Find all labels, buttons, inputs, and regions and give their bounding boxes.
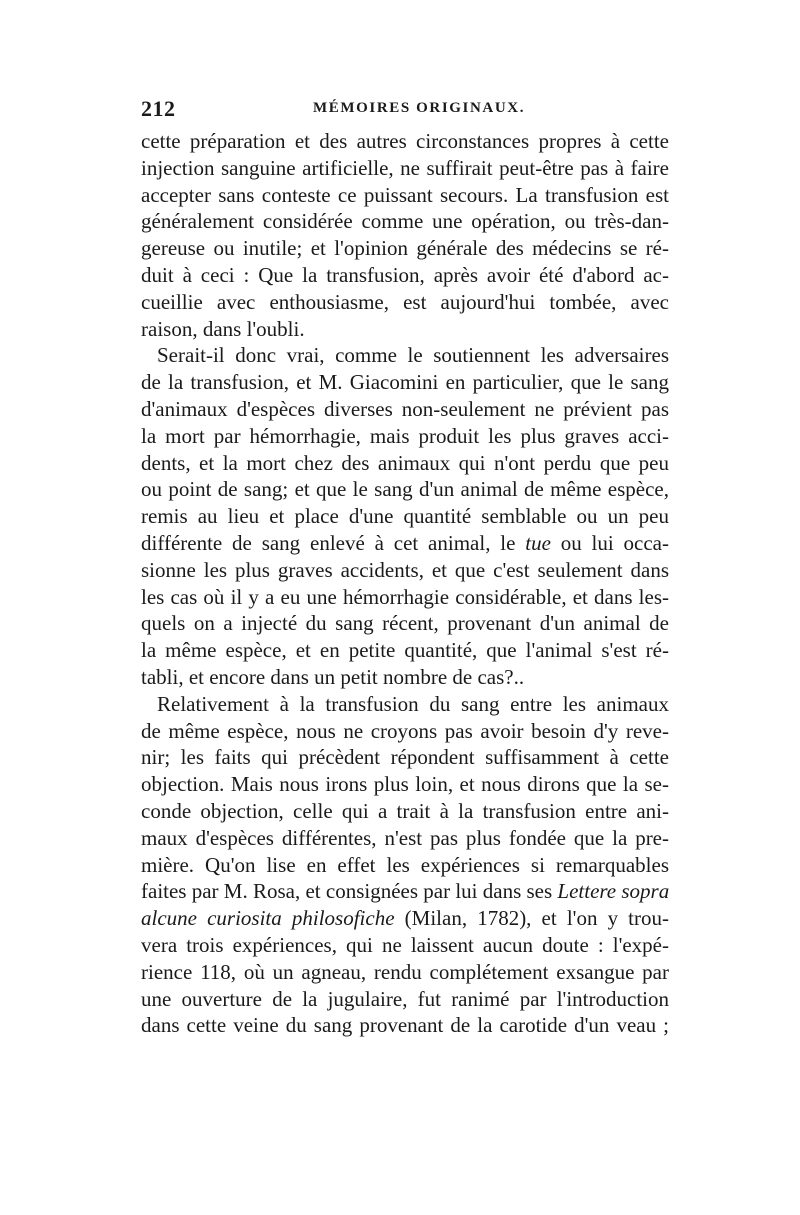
text-line: duit à ceci : Que la transfusion, après avoir été d'abord ac-	[141, 262, 669, 287]
text-line: ou point de sang; et que le sang d'un animal de même espèce,	[141, 477, 669, 502]
text-line: la mort par hémorrhagie, mais produit les plus graves acci-	[141, 423, 669, 448]
text-line: cueillie avec enthousiasme, est aujourd'hui tombée, avec	[141, 289, 669, 314]
text-line: cette préparation et des autres circonstances propres à cette	[141, 129, 669, 153]
text-line: gereuse ou inutile; et l'opinion générale des médecins se ré-	[141, 236, 669, 261]
italic-title: alcune curiosita philosofiche	[141, 906, 395, 931]
text-line: de même espèce, nous ne croyons pas avoir besoin d'y reve-	[141, 718, 669, 743]
text-segment: (Milan, 1782), et l'on y trou-	[394, 906, 670, 931]
text-line: vera trois expériences, qui ne laissent aucun doute : l'expé-	[141, 932, 669, 957]
text-line: une ouverture de la jugulaire, fut ranimé par l'introduction	[141, 986, 669, 1011]
text-line: rience 118, où un agneau, rendu complétement exsangue par	[141, 959, 669, 984]
text-line: accepter sans conteste ce puissant secours. La transfusion est	[141, 182, 669, 207]
text-line: les cas où il y a eu une hémorrhagie considérable, et dans les-	[141, 584, 669, 609]
text-line: raison, dans l'oubli.	[141, 316, 305, 341]
text-line: objection. Mais nous irons plus loin, et nous dirons que la se-	[141, 772, 669, 797]
italic-title: Lettere sopra	[557, 879, 670, 904]
text-line: de la transfusion, et M. Giacomini en particulier, que le sang	[141, 370, 669, 395]
text-segment: différente de sang enlevé à cet animal, le	[141, 530, 526, 555]
text-line: dents, et la mort chez des animaux qui n'ont perdu que peu	[141, 450, 669, 475]
text-line: tabli, et encore dans un petit nombre de cas?..	[141, 664, 525, 689]
text-line	[141, 878, 669, 905]
text-line: dans cette veine du sang provenant de la carotide d'un veau ;	[141, 1013, 669, 1038]
running-title: MÉMOIRES ORIGINAUX.	[313, 100, 526, 116]
text-line: d'animaux d'espèces diverses non-seulement ne prévient pas	[141, 396, 669, 421]
text-line: mière. Qu'on lise en effet les expériences si remarquables	[141, 852, 669, 877]
text-line: la même espèce, et en petite quantité, que l'animal s'est ré-	[141, 638, 669, 663]
text-line: Serait-il donc vrai, comme le soutiennent les adversaires	[157, 343, 669, 368]
text-line: injection sanguine artificielle, ne suffirait peut-être pas à faire	[141, 155, 669, 180]
body-text	[141, 128, 669, 1039]
text-line: Relativement à la transfusion du sang entre les animaux	[157, 691, 669, 716]
text-line	[141, 905, 669, 932]
text-line: conde objection, celle qui a trait à la transfusion entre ani-	[141, 798, 669, 823]
text-line: généralement considérée comme une opération, ou très-dan-	[141, 209, 669, 234]
text-line: nir; les faits qui précèdent répondent suffisamment à cette	[141, 745, 669, 770]
text-line: sionne les plus graves accidents, et que c'est seulement dans	[141, 557, 669, 582]
text-segment: ou lui occa-	[550, 530, 669, 555]
text-line: quels on a injecté du sang récent, provenant d'un animal de	[141, 611, 669, 636]
page-number: 212	[141, 96, 176, 121]
page-header	[141, 96, 669, 130]
text-line: maux d'espèces différentes, n'est pas plus fondée que la pre-	[141, 825, 669, 850]
text-line: remis au lieu et place d'une quantité semblable ou un peu	[141, 504, 669, 529]
italic-title: tue	[525, 530, 551, 555]
text-segment: faites par M. Rosa, et consignées par lui dans ses	[141, 879, 558, 904]
text-line	[141, 530, 669, 557]
